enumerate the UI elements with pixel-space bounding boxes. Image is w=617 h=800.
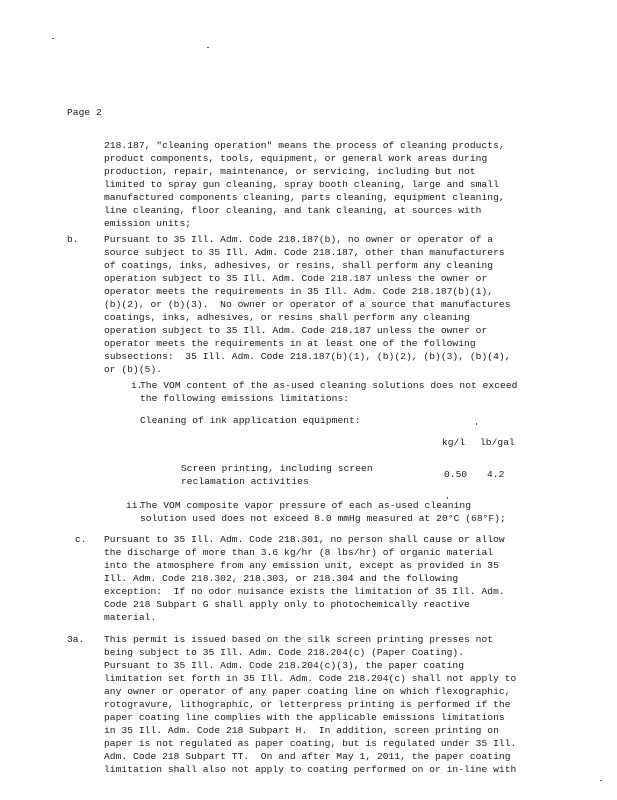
item-ii-line: The VOM composite vapor pressure of each as-used cleaning	[140, 500, 472, 511]
scan-speck	[52, 38, 54, 39]
para-c-line: into the atmosphere from any emission unit, except as provided in 35	[104, 560, 499, 571]
para-a-line: manufactured components cleaning, parts cleaning, equipment cleaning,	[104, 192, 505, 203]
para-a-line: product components, tools, equipment, or general work areas during	[104, 153, 488, 164]
para-b-line: (b)(2), or (b)(3). No owner or operator of a source that manufactures	[104, 299, 511, 310]
table-value-kg-l: 0.50	[444, 469, 468, 480]
scan-speck	[207, 47, 209, 48]
para-a-line: line cleaning, floor cleaning, and tank cleaning, at sources with	[104, 205, 482, 216]
para-3a-line: This permit is issued based on the silk screen printing presses not	[104, 634, 494, 645]
item-i-subheading: Cleaning of ink application equipment:	[140, 415, 361, 426]
para-b-line: operation subject to 35 Ill. Adm. Code 218.187 unless the owner or	[104, 273, 488, 284]
table-row-label: reclamation activities	[181, 476, 309, 487]
scan-speck	[600, 780, 602, 781]
para-3a-line: Adm. Code 218 Subpart TT. On and after May 1, 2011, the paper coating	[104, 751, 511, 762]
para-a-line: production, repair, maintenance, or servicing, including but not	[104, 166, 476, 177]
para-a-line: 218.187, "cleaning operation" means the process of cleaning products,	[104, 140, 505, 151]
para-b-line: of coatings, inks, adhesives, or resins, shall perform any cleaning	[104, 260, 494, 271]
table-unit-kg-l: kg/l	[442, 437, 466, 448]
para-c-line: Pursuant to 35 Ill. Adm. Code 218.301, no person shall cause or allow	[104, 534, 505, 545]
para-b-line: Pursuant to 35 Ill. Adm. Code 218.187(b), no owner or operator of a	[104, 234, 494, 245]
para-b-line: operation subject to 35 Ill. Adm. Code 218.187 unless the owner or	[104, 325, 488, 336]
para-b-line: operator meets the requirements in at least one of the following	[104, 338, 476, 349]
para-c-line: material.	[104, 612, 157, 623]
para-a-line: emission units;	[104, 218, 192, 229]
para-3a-line: limitation set forth in 35 Ill. Adm. Code 218.204(c) shall not apply to	[104, 673, 517, 684]
item-i-line: the following emissions limitations:	[140, 393, 350, 404]
para-3a-line: in 35 Ill. Adm. Code 218 Subpart H. In addition, screen printing on	[104, 725, 499, 736]
page-header: Page 2	[67, 107, 102, 118]
para-b-line: or (b)(5).	[104, 364, 163, 375]
para-3a-line: paper coating line complies with the applicable emissions limitations	[104, 712, 505, 723]
para-3a-line: any owner or operator of any paper coating line on which flexographic,	[104, 686, 511, 697]
para-c-line: Ill. Adm. Code 218.302, 218.303, or 218.304 and the following	[104, 573, 459, 584]
para-b-line: operator meets the requirements in 35 Ill. Adm. Code 218.187(b)(1),	[104, 286, 494, 297]
para-3a-line: Pursuant to 35 Ill. Adm. Code 218.204(c)(3), the paper coating	[104, 660, 465, 671]
table-row-label: Screen printing, including screen	[181, 463, 373, 474]
para-c-line: Code 218 Subpart G shall apply only to photochemically reactive	[104, 599, 470, 610]
para-b-line: coatings, inks, adhesives, or resins shall perform any cleaning	[104, 312, 470, 323]
item-i-line: The VOM content of the as-used cleaning solutions does not exceed	[140, 380, 518, 391]
para-b-line: source subject to 35 Ill. Adm. Code 218.187, other than manufacturers	[104, 247, 505, 258]
scan-speck	[476, 423, 477, 425]
para-3a-line: paper is not regulated as paper coating, but is regulated under 35 Ill.	[104, 738, 517, 749]
para-b-label: b.	[67, 234, 79, 245]
item-ii-line: solution used does not exceed 8.0 mmHg measured at 20°C (68°F);	[140, 513, 506, 524]
table-unit-lb-gal: lb/gal	[480, 437, 515, 448]
item-i-label: i.	[131, 380, 143, 391]
table-value-lb-gal: 4.2	[487, 469, 505, 480]
para-c-label: c.	[75, 534, 87, 545]
para-a-line: limited to spray gun cleaning, spray booth cleaning, large and small	[104, 179, 499, 190]
para-b-line: subsections: 35 Ill. Adm. Code 218.187(b)(1), (b)(2), (b)(3), (b)(4),	[104, 351, 511, 362]
item-ii-label: ii.	[126, 500, 144, 511]
para-c-line: the discharge of more than 3.6 kg/hr (8 lbs/hr) of organic material	[104, 547, 494, 558]
para-c-line: exception: If no odor nuisance exists the limitation of 35 Ill. Adm.	[104, 586, 505, 597]
para-3a-line: limitation shall also not apply to coating performed on or in-line with	[104, 764, 517, 775]
para-3a-line: rotogravure, lithographic, or letterpress printing is performed if the	[104, 699, 511, 710]
para-3a-label: 3a.	[67, 634, 85, 645]
para-3a-line: being subject to 35 Ill. Adm. Code 218.204(c) (Paper Coating).	[104, 647, 465, 658]
